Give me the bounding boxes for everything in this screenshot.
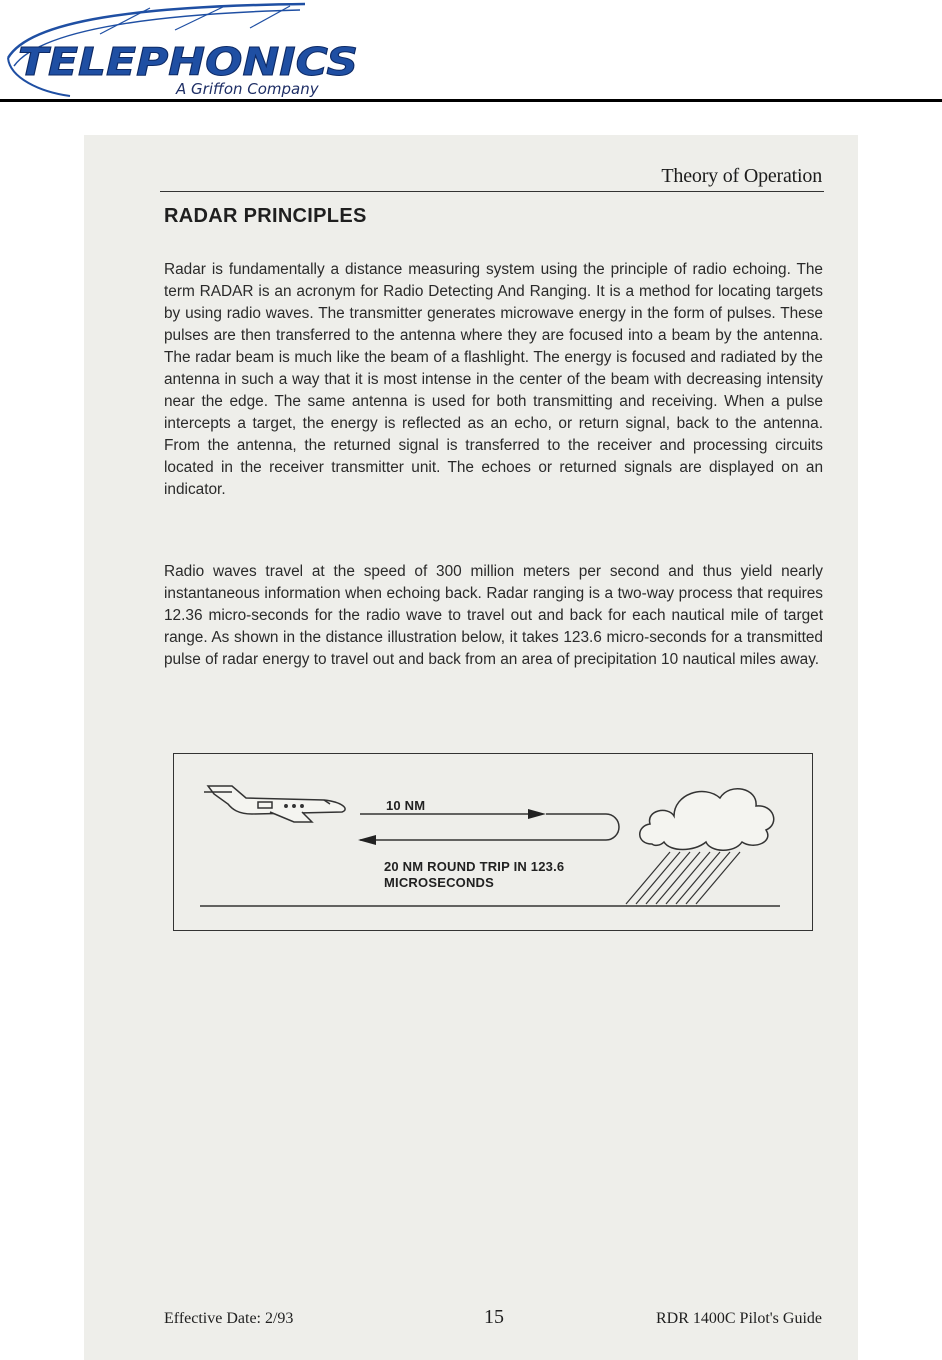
return-arrowhead: [358, 835, 376, 845]
footer-effective-date: Effective Date: 2/93: [164, 1310, 294, 1327]
page-heading: RADAR PRINCIPLES: [164, 205, 367, 227]
outbound-arrowhead: [528, 809, 546, 819]
paragraph-2: Radio waves travel at the speed of 300 million meters per second and thus yield nearly instantaneous information when echoing back. Radar ranging is a two-way process that requires 12.36 micro-seconds for the radio wave to travel out and back for each nautical mile of target range. As shown in the distance illustration below, it takes 123.6 micro-seconds for a transmitted pulse of radar energy to travel out and back from an area of precipitation 10 nautical miles away.: [164, 563, 823, 668]
precipitation-lines: [626, 852, 740, 904]
turnaround-loop: [606, 814, 619, 840]
airplane-icon: [204, 786, 345, 822]
logo-wordmark: TELEPHONICS: [18, 40, 358, 84]
illustration-drawing: [174, 754, 812, 930]
round-trip-label: 20 NM ROUND TRIP IN 123.6 MICROSECONDS: [384, 859, 565, 890]
outbound-distance-label: 10 NM: [386, 798, 426, 813]
footer-page-number: 15: [484, 1306, 504, 1328]
header: [0, 0, 942, 104]
cloud-icon: [640, 789, 774, 851]
logo-tagline: A Griffon Company: [176, 80, 319, 98]
section-label: Theory of Operation: [661, 165, 822, 187]
footer-guide-title: RDR 1400C Pilot's Guide: [655, 1310, 822, 1327]
top-rule: [160, 191, 824, 192]
scanned-page: [84, 135, 858, 1360]
paragraph-1: Radar is fundamentally a distance measuring system using the principle of radio echoing. The term RADAR is an acronym for Radio Detecting And Ranging. It is a method for locating targets by using radio waves. The transmitter generates microwave energy in the form of pulses. These pulses are then transferred to the antenna where they are focused into a beam by the antenna. The radar beam is much like the beam of a flashlight. The energy is focused and radiated by the antenna in such a way that it is most intense in the center of the beam with decreasing intensity near the edge. The same antenna is used for both transmitting and receiving. When a pulse intercepts a target, the energy is reflected as an echo, or return signal, back to the antenna. From the antenna, the returned signal is transferred to the receiver and processing circuits located in the receiver transmitter unit. The echoes or returned signals are displayed on an indicator.: [164, 261, 823, 498]
telephonics-logo: [0, 0, 380, 100]
header-rule: [0, 99, 942, 102]
distance-illustration: [173, 753, 813, 931]
